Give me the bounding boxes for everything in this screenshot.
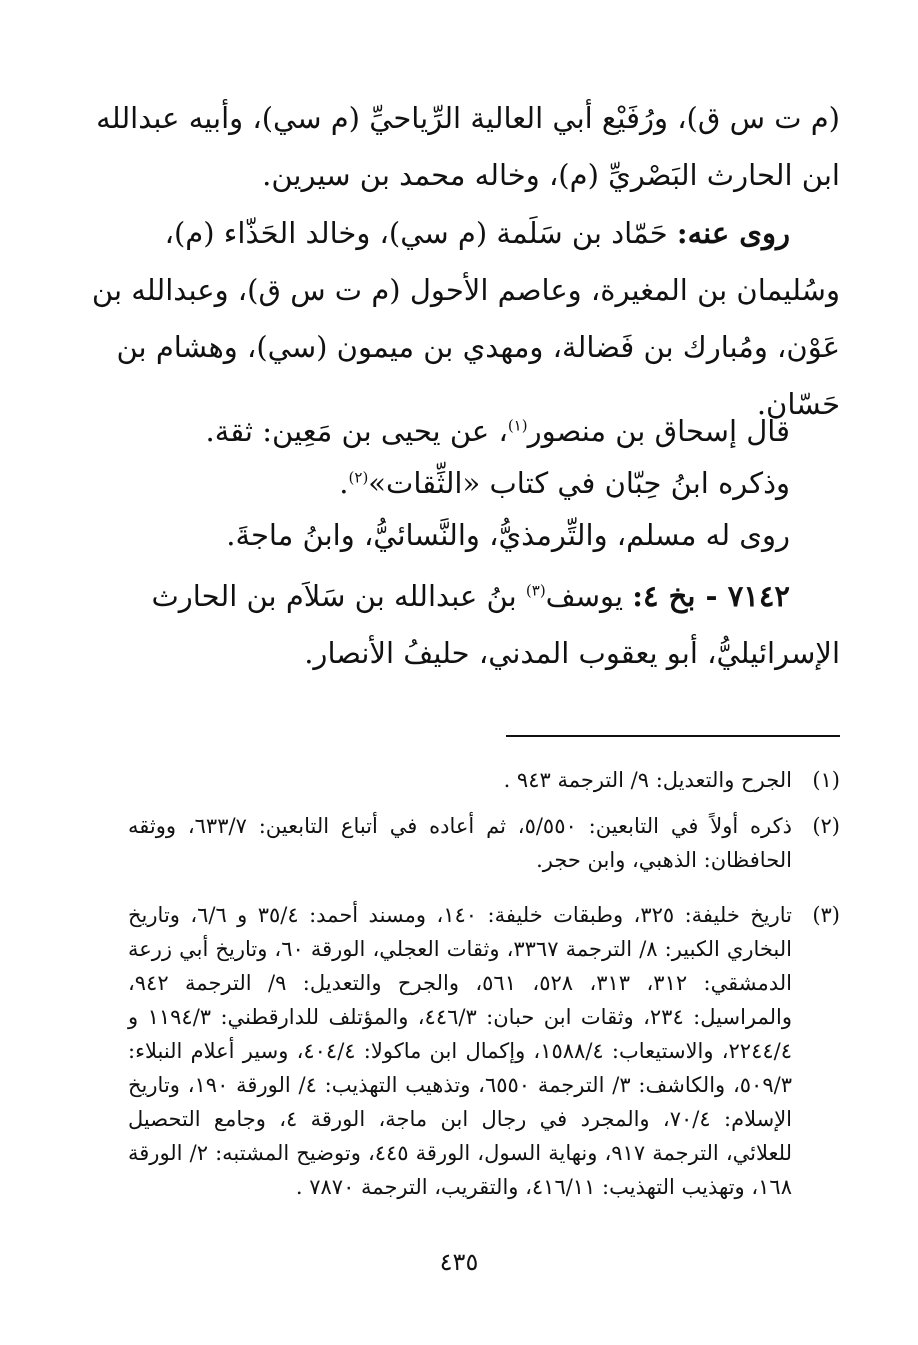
paragraph-entry-7142 bbox=[128, 568, 840, 682]
footnote-ref: (١) bbox=[507, 416, 528, 435]
footnote-ref: (٣) bbox=[525, 581, 546, 600]
text-run: قال إسحاق بن منصور bbox=[527, 414, 790, 448]
page-number: ٤٣٥ bbox=[439, 1248, 479, 1276]
footnote bbox=[128, 809, 840, 877]
footnote-text: تاريخ خليفة: ٣٢٥، وطبقات خليفة: ١٤٠، ومسند أحمد: ٣٥/٤ و ٦/٦، وتاريخ البخاري الكبير: ٨/ الترجمة ٣٣٦٧، وثقات العجلي، الورقة ٦٠، وتاريخ أبي زرعة الدمشقي: ٣١٢، ٣١٣، ٥٢٨، ٥٦١، والجرح والتعديل: ٩/ الترجمة ٩٤٢، والمراسيل: ٢٣٤، وثقات ابن حبان: ٤٤٦/٣، والمؤتلف للدارقطني: ١١٩٤/٣ و ٢٢٤٤/٤، والاستيعاب: ١٥٨٨/٤، وإكمال ابن ماكولا: ٤٠٤/٤، وسير أعلام النبلاء: ٥٠٩/٣، والكاشف: ٣/ الترجمة ٦٥٥٠، وتذهيب التهذيب: ٤/ الورقة ١٩٠، وتاريخ الإسلام: ٧٠/٤، والمجرد في رجال ابن ماجة، الورقة ٤، وجامع التحصيل للعلائي، الترجمة ٩١٧، ونهاية السول، الورقة ٤٤٥، وتوضيح المشتبه: ٢/ الورقة ١٦٨، وتهذيب التهذيب: ٤١٦/١١، والتقريب، الترجمة ٧٨٧٠ . bbox=[128, 903, 793, 1199]
section-lead-term: روى عنه: bbox=[676, 216, 790, 250]
footnote-number: (١) bbox=[812, 768, 840, 792]
text-line bbox=[128, 205, 840, 262]
text-line: (م ت س ق)، ورُفَيْع أبي العالية الرِّياحيِّ (م سي)، وأبيه عبدالله bbox=[96, 101, 840, 135]
text-run: وذكره ابنُ حِبّان في كتاب «الثِّقات» bbox=[368, 466, 790, 500]
footnote-text: ذكره أولاً في التابعين: ٥/٥٥٠، ثم أعاده في أتباع التابعين: ٦٣٣/٧، ووثقه الحافظان: الذهبي، وابن حجر. bbox=[128, 814, 792, 872]
footnote-divider bbox=[506, 735, 840, 737]
footnote-number: (٢) bbox=[812, 814, 840, 838]
footnote bbox=[128, 898, 840, 1204]
text-line: وسُليمان بن المغيرة، وعاصم الأحول (م ت س ق)، وعبدالله بن bbox=[91, 273, 840, 307]
entry-number: ٧١٤٢ - بخ ٤: bbox=[632, 579, 790, 613]
text-line bbox=[128, 568, 840, 625]
footnote bbox=[128, 763, 840, 797]
text-run: بنُ عبدالله بن سَلاَم بن الحارث bbox=[151, 579, 526, 613]
text-line: عَوْن، ومُبارك بن فَضالة، ومهدي بن ميمون (سي)، وهشام بن bbox=[116, 330, 840, 364]
text-line: حَسّان. bbox=[756, 387, 840, 421]
text-line: ابن الحارث البَصْريِّ (م)، وخاله محمد بن سيرين. bbox=[262, 158, 840, 192]
footnote-ref: (٢) bbox=[348, 468, 369, 487]
paragraph-students bbox=[91, 205, 840, 433]
footnote-text: الجرح والتعديل: ٩/ الترجمة ٩٤٣ . bbox=[503, 768, 792, 792]
footnote-number: (٣) bbox=[812, 903, 840, 927]
text-run: حَمّاد بن سَلَمة (م سي)، وخالد الحَذّاء (م)، bbox=[164, 216, 677, 250]
text-run: ، عن يحيى بن مَعِين: ثقة. bbox=[205, 414, 508, 448]
text-line bbox=[128, 457, 840, 509]
text-line: روى له مسلم، والتِّرمذيُّ، والنَّسائيُّ، وابنُ ماجةَ. bbox=[226, 518, 790, 552]
text-line: الإسرائيليُّ، أبو يعقوب المدني، حليفُ الأنصار. bbox=[304, 636, 840, 670]
paragraph-grading bbox=[128, 405, 840, 561]
paragraph-narrators-end bbox=[96, 90, 840, 204]
text-line bbox=[128, 405, 840, 457]
text-run: . bbox=[339, 466, 349, 500]
entry-name: يوسف bbox=[545, 579, 633, 613]
